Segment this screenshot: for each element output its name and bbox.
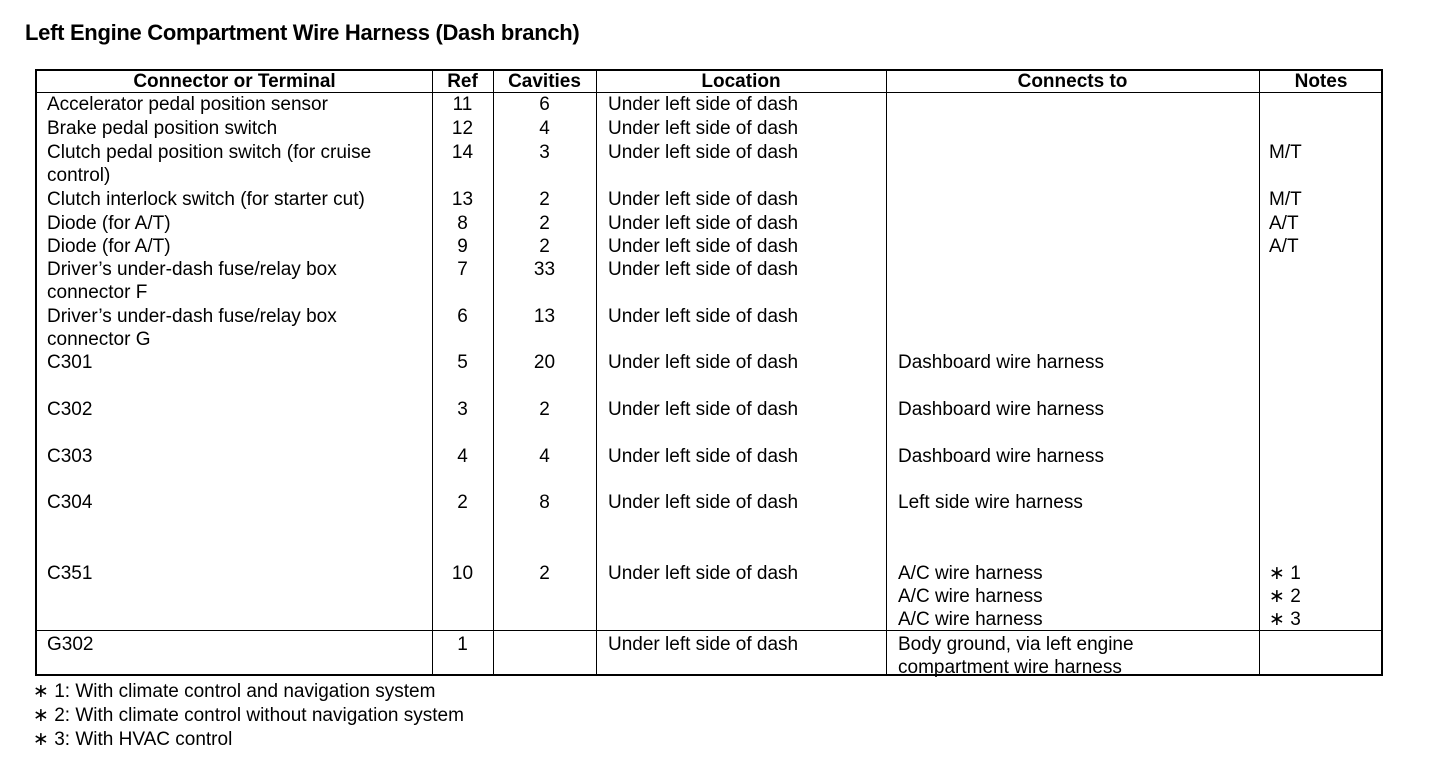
page-title: Left Engine Compartment Wire Harness (Dash branch)	[25, 20, 580, 45]
cell-notes: A/T	[1269, 213, 1299, 234]
cell-connector: G302	[47, 634, 94, 655]
cell-cavities: 13	[533, 306, 556, 327]
header-connects-to: Connects to	[1017, 71, 1128, 92]
cell-cavities: 3	[539, 142, 550, 163]
cell-ref: 10	[451, 563, 474, 584]
cell-connector: Driver’s under-dash fuse/relay box	[47, 306, 337, 327]
cell-connector: Diode (for A/T)	[47, 213, 171, 234]
cell-cavities: 33	[533, 259, 556, 280]
footnote-1: ∗ 1: With climate control and navigation system	[33, 681, 436, 702]
header-ref: Ref	[447, 71, 478, 92]
cell-ref: 14	[451, 142, 474, 163]
cell-notes: M/T	[1269, 142, 1302, 163]
footnote-3: ∗ 3: With HVAC control	[33, 729, 233, 750]
cell-cavities: 4	[539, 118, 550, 139]
cell-location: Under left side of dash	[608, 142, 799, 163]
cell-ref: 11	[452, 94, 473, 115]
cell-ref: 8	[457, 213, 468, 234]
cell-cavities: 4	[539, 446, 550, 467]
cell-location: Under left side of dash	[608, 118, 799, 139]
cell-connector: Diode (for A/T)	[47, 236, 171, 257]
cell-connects-to: Body ground, via left engine	[898, 634, 1134, 655]
cell-ref: 5	[457, 352, 468, 373]
cell-connector: C303	[47, 446, 93, 467]
cell-cavities: 8	[539, 492, 550, 513]
cell-connector: Clutch pedal position switch (for cruise	[47, 142, 372, 163]
cell-connector: C301	[47, 352, 93, 373]
cell-location: Under left side of dash	[608, 236, 799, 257]
cell-connector: C304	[47, 492, 93, 513]
cell-connects-to: Dashboard wire harness	[898, 352, 1104, 373]
cell-connector: C302	[47, 399, 93, 420]
cell-ref: 13	[451, 189, 474, 210]
header-location: Location	[701, 71, 781, 92]
cell-ref: 3	[457, 399, 468, 420]
cell-location: Under left side of dash	[608, 446, 799, 467]
cell-cavities: 2	[539, 236, 550, 257]
cell-connector: connector F	[47, 282, 148, 303]
cell-connector: Brake pedal position switch	[47, 118, 278, 139]
cell-connects-to: A/C wire harness	[898, 563, 1043, 584]
cell-connects-to: compartment wire harness	[898, 657, 1122, 678]
cell-location: Under left side of dash	[608, 213, 799, 234]
harness-table	[35, 69, 1383, 676]
cell-cavities: 2	[539, 563, 550, 584]
cell-connector: Clutch interlock switch (for starter cut)	[47, 189, 365, 210]
cell-connects-to: A/C wire harness	[898, 586, 1043, 607]
cell-connects-to: Left side wire harness	[898, 492, 1083, 513]
cell-ref: 6	[457, 306, 468, 327]
cell-location: Under left side of dash	[608, 563, 799, 584]
cell-ref: 1	[457, 634, 468, 655]
cell-location: Under left side of dash	[608, 94, 799, 115]
cell-ref: 7	[457, 259, 468, 280]
cell-notes: M/T	[1269, 189, 1302, 210]
cell-location: Under left side of dash	[608, 634, 799, 655]
cell-cavities: 20	[533, 352, 556, 373]
cell-ref: 4	[457, 446, 468, 467]
cell-ref: 2	[457, 492, 468, 513]
footnote-2: ∗ 2: With climate control without navigation system	[33, 705, 464, 726]
cell-cavities: 2	[539, 213, 550, 234]
cell-location: Under left side of dash	[608, 189, 799, 210]
cell-connects-to: Dashboard wire harness	[898, 446, 1104, 467]
cell-notes: ∗ 2	[1269, 586, 1301, 607]
cell-location: Under left side of dash	[608, 399, 799, 420]
header-cavities: Cavities	[508, 71, 581, 92]
cell-cavities: 6	[539, 94, 550, 115]
col-divider	[1259, 71, 1260, 674]
col-divider	[886, 71, 887, 674]
cell-location: Under left side of dash	[608, 492, 799, 513]
cell-connector: connector G	[47, 329, 151, 350]
cell-cavities: 2	[539, 189, 550, 210]
cell-location: Under left side of dash	[608, 259, 799, 280]
cell-connector: C351	[47, 563, 93, 584]
header-notes: Notes	[1294, 71, 1348, 92]
cell-connector: Driver’s under-dash fuse/relay box	[47, 259, 337, 280]
cell-location: Under left side of dash	[608, 306, 799, 327]
cell-ref: 12	[451, 118, 474, 139]
cell-connects-to: A/C wire harness	[898, 609, 1043, 630]
cell-notes: ∗ 1	[1269, 563, 1301, 584]
cell-connects-to: Dashboard wire harness	[898, 399, 1104, 420]
cell-location: Under left side of dash	[608, 352, 799, 373]
cell-cavities: 2	[539, 399, 550, 420]
col-divider	[596, 71, 597, 674]
cell-notes: A/T	[1269, 236, 1299, 257]
cell-connector: Accelerator pedal position sensor	[47, 94, 328, 115]
header-connector: Connector or Terminal	[133, 71, 336, 92]
cell-notes: ∗ 3	[1269, 609, 1301, 630]
cell-connector: control)	[47, 165, 111, 186]
cell-ref: 9	[457, 236, 468, 257]
